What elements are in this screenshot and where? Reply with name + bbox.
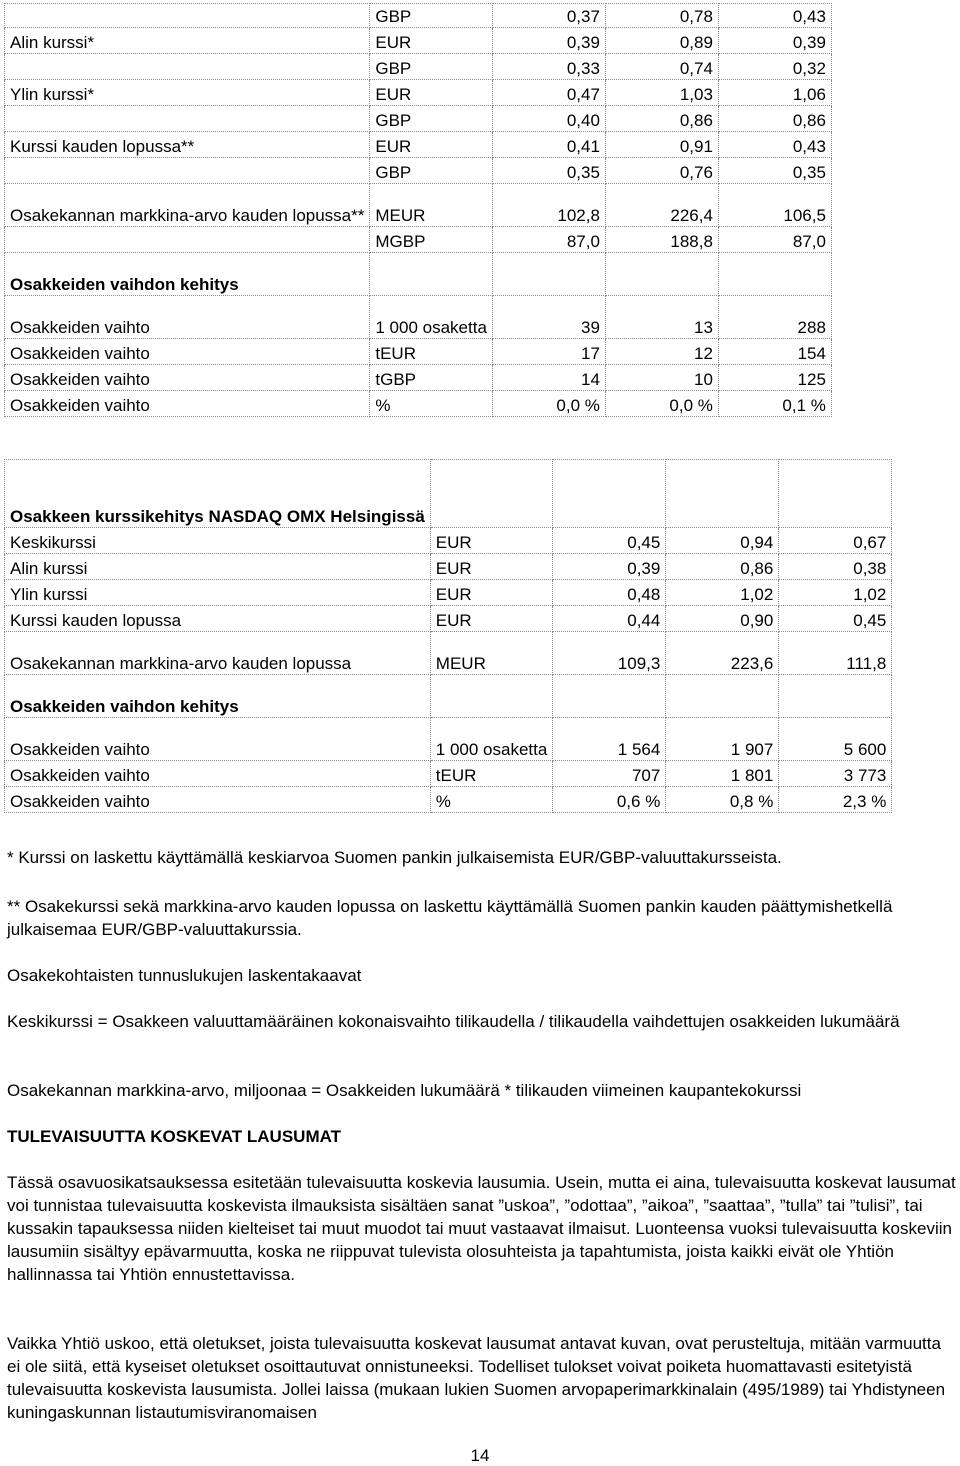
value-cell: 0,39 bbox=[718, 28, 831, 54]
value-cell: 14 bbox=[492, 365, 605, 391]
value-cell: 188,8 bbox=[605, 227, 718, 253]
row-label: Osakkeiden vaihto bbox=[5, 391, 370, 417]
row-label: Kurssi kauden lopussa** bbox=[5, 132, 370, 158]
table-row bbox=[5, 54, 832, 80]
value-cell: 288 bbox=[718, 296, 831, 339]
value-cell: 1,06 bbox=[718, 80, 831, 106]
value-cell: 0,41 bbox=[492, 132, 605, 158]
value-cell: 0,90 bbox=[666, 606, 779, 632]
table-row bbox=[5, 761, 892, 787]
value-cell: 0,35 bbox=[718, 158, 831, 184]
unit-cell: % bbox=[370, 391, 493, 417]
table-row bbox=[5, 460, 892, 528]
value-cell: 17 bbox=[492, 339, 605, 365]
row-label bbox=[5, 4, 370, 28]
unit-cell: EUR bbox=[430, 554, 553, 580]
table-row bbox=[5, 106, 832, 132]
row-label: Osakekannan markkina-arvo kauden lopussa** bbox=[5, 184, 370, 227]
table-row bbox=[5, 132, 832, 158]
value-cell: 0,6 % bbox=[553, 787, 666, 813]
formulas-title: Osakekohtaisten tunnuslukujen laskentakaavat bbox=[7, 966, 362, 985]
row-label: Osakkeiden vaihto bbox=[5, 296, 370, 339]
table-row bbox=[5, 391, 832, 417]
value-cell: 109,3 bbox=[553, 632, 666, 675]
value-cell: 0,74 bbox=[605, 54, 718, 80]
value-cell: 0,39 bbox=[492, 28, 605, 54]
table-row bbox=[5, 253, 832, 296]
value-cell bbox=[779, 675, 892, 718]
formula-market-value: Osakekannan markkina-arvo, miljoonaa = Osakkeiden lukumäärä * tilikauden viimeinen kaupantekokurssi bbox=[7, 1081, 802, 1100]
table-row bbox=[5, 606, 892, 632]
row-label: Ylin kurssi* bbox=[5, 80, 370, 106]
value-cell: 0,1 % bbox=[718, 391, 831, 417]
row-label: Osakkeiden vaihto bbox=[5, 365, 370, 391]
value-cell: 0,86 bbox=[605, 106, 718, 132]
value-cell: 0,94 bbox=[666, 528, 779, 554]
row-label: Alin kurssi bbox=[5, 554, 431, 580]
unit-cell: MGBP bbox=[370, 227, 493, 253]
value-cell: 0,0 % bbox=[605, 391, 718, 417]
table-row bbox=[5, 675, 892, 718]
value-cell: 111,8 bbox=[779, 632, 892, 675]
row-label bbox=[5, 106, 370, 132]
unit-cell: EUR bbox=[430, 580, 553, 606]
value-cell: 0,47 bbox=[492, 80, 605, 106]
row-label: Kurssi kauden lopussa bbox=[5, 606, 431, 632]
value-cell: 0,38 bbox=[779, 554, 892, 580]
value-cell: 87,0 bbox=[492, 227, 605, 253]
row-label: Alin kurssi* bbox=[5, 28, 370, 54]
section-label: Osakkeiden vaihdon kehitys bbox=[5, 675, 431, 718]
table-row bbox=[5, 718, 892, 761]
value-cell: 0,40 bbox=[492, 106, 605, 132]
value-cell: 5 600 bbox=[779, 718, 892, 761]
unit-cell bbox=[430, 675, 553, 718]
value-cell: 226,4 bbox=[605, 184, 718, 227]
section-label: Osakkeen kurssikehitys NASDAQ OMX Helsingissä bbox=[5, 460, 431, 528]
share-data-table-bottom bbox=[4, 459, 892, 813]
value-cell: 0,67 bbox=[779, 528, 892, 554]
row-label: Ylin kurssi bbox=[5, 580, 431, 606]
unit-cell: MEUR bbox=[370, 184, 493, 227]
unit-cell: GBP bbox=[370, 106, 493, 132]
value-cell: 1 564 bbox=[553, 718, 666, 761]
value-cell bbox=[553, 460, 666, 528]
unit-cell: EUR bbox=[370, 80, 493, 106]
value-cell bbox=[666, 675, 779, 718]
value-cell: 0,86 bbox=[666, 554, 779, 580]
value-cell: 0,43 bbox=[718, 4, 831, 28]
value-cell: 0,78 bbox=[605, 4, 718, 28]
value-cell: 0,39 bbox=[553, 554, 666, 580]
table-row bbox=[5, 158, 832, 184]
value-cell: 102,8 bbox=[492, 184, 605, 227]
value-cell bbox=[666, 460, 779, 528]
value-cell: 12 bbox=[605, 339, 718, 365]
footnote-1: * Kurssi on laskettu käyttämällä keskiarvoa Suomen pankin julkaisemista EUR/GBP-valuuttakursseista. bbox=[7, 848, 782, 867]
unit-cell: tEUR bbox=[370, 339, 493, 365]
value-cell bbox=[553, 675, 666, 718]
section-label: Osakkeiden vaihdon kehitys bbox=[5, 253, 370, 296]
value-cell: 3 773 bbox=[779, 761, 892, 787]
unit-cell: GBP bbox=[370, 54, 493, 80]
table-row bbox=[5, 296, 832, 339]
table-row bbox=[5, 787, 892, 813]
value-cell: 0,35 bbox=[492, 158, 605, 184]
table-row bbox=[5, 4, 832, 28]
page-number: 14 bbox=[470, 1446, 490, 1465]
unit-cell: MEUR bbox=[430, 632, 553, 675]
unit-cell: 1 000 osaketta bbox=[430, 718, 553, 761]
value-cell: 0,91 bbox=[605, 132, 718, 158]
value-cell: 0,89 bbox=[605, 28, 718, 54]
unit-cell: tGBP bbox=[370, 365, 493, 391]
value-cell: 0,37 bbox=[492, 4, 605, 28]
unit-cell bbox=[430, 460, 553, 528]
table-row bbox=[5, 365, 832, 391]
value-cell: 0,0 % bbox=[492, 391, 605, 417]
row-label: Osakkeiden vaihto bbox=[5, 761, 431, 787]
table-row bbox=[5, 227, 832, 253]
table-row bbox=[5, 554, 892, 580]
value-cell: 0,33 bbox=[492, 54, 605, 80]
section-heading: TULEVAISUUTTA KOSKEVAT LAUSUMAT bbox=[7, 1127, 341, 1146]
value-cell: 39 bbox=[492, 296, 605, 339]
value-cell: 1,03 bbox=[605, 80, 718, 106]
value-cell bbox=[718, 253, 831, 296]
formula-average-price: Keskikurssi = Osakkeen valuuttamääräinen kokonaisvaihto tilikaudella / tilikaudella vaihdettujen osakkeiden lukumäärä bbox=[7, 1012, 900, 1031]
table-row bbox=[5, 632, 892, 675]
paragraph-1: Tässä osavuosikatsauksessa esitetään tulevaisuutta koskevia lausumia. Usein, mutta ei aina, tulevaisuutta koskevat lausumat voi tunnistaa tulevaisuutta koskevista ilmauksista sisältäen sanat ”uskoa”, ”odottaa”, ”aikoa”, ”saattaa”, ”tulla” tai ”tulisi”, tai kussakin tapauksessa niiden kielteiset tai muut muodot tai muut vastaavat ilmaisut. Luonteensa vuoksi tulevaisuutta koskeviin lausumiin sisältyy epävarmuutta, koska ne riippuvat tulevista olosuhteista ja tapahtumista, joista kaikki eivät ole Yhtiön hallinnassa tai Yhtiön ennustettavissa. bbox=[7, 1173, 956, 1284]
value-cell: 10 bbox=[605, 365, 718, 391]
table-row bbox=[5, 80, 832, 106]
unit-cell: tEUR bbox=[430, 761, 553, 787]
value-cell: 1,02 bbox=[779, 580, 892, 606]
value-cell: 0,48 bbox=[553, 580, 666, 606]
table-row bbox=[5, 339, 832, 365]
unit-cell: % bbox=[430, 787, 553, 813]
row-label: Osakkeiden vaihto bbox=[5, 787, 431, 813]
unit-cell: GBP bbox=[370, 158, 493, 184]
value-cell: 0,8 % bbox=[666, 787, 779, 813]
value-cell: 0,44 bbox=[553, 606, 666, 632]
unit-cell: 1 000 osaketta bbox=[370, 296, 493, 339]
unit-cell: GBP bbox=[370, 4, 493, 28]
row-label bbox=[5, 54, 370, 80]
footnote-2: ** Osakekurssi sekä markkina-arvo kauden lopussa on laskettu käyttämällä Suomen pankin kauden päättymishetkellä julkaisemaa EUR/GBP-valuuttakurssia. bbox=[7, 897, 893, 939]
value-cell: 0,43 bbox=[718, 132, 831, 158]
table-row bbox=[5, 580, 892, 606]
value-cell bbox=[605, 253, 718, 296]
row-label: Osakkeiden vaihto bbox=[5, 718, 431, 761]
unit-cell: EUR bbox=[370, 132, 493, 158]
value-cell bbox=[492, 253, 605, 296]
value-cell: 1 801 bbox=[666, 761, 779, 787]
value-cell: 0,76 bbox=[605, 158, 718, 184]
row-label: Osakkeiden vaihto bbox=[5, 339, 370, 365]
value-cell: 2,3 % bbox=[779, 787, 892, 813]
value-cell bbox=[779, 460, 892, 528]
table-row bbox=[5, 528, 892, 554]
table-row bbox=[5, 184, 832, 227]
table-row bbox=[5, 28, 832, 54]
unit-cell: EUR bbox=[370, 28, 493, 54]
value-cell: 0,45 bbox=[553, 528, 666, 554]
value-cell: 1,02 bbox=[666, 580, 779, 606]
value-cell: 125 bbox=[718, 365, 831, 391]
value-cell: 0,45 bbox=[779, 606, 892, 632]
value-cell: 707 bbox=[553, 761, 666, 787]
value-cell: 0,32 bbox=[718, 54, 831, 80]
share-data-table-top bbox=[4, 3, 832, 417]
value-cell: 223,6 bbox=[666, 632, 779, 675]
row-label bbox=[5, 158, 370, 184]
value-cell: 13 bbox=[605, 296, 718, 339]
value-cell: 106,5 bbox=[718, 184, 831, 227]
value-cell: 1 907 bbox=[666, 718, 779, 761]
row-label: Keskikurssi bbox=[5, 528, 431, 554]
value-cell: 0,86 bbox=[718, 106, 831, 132]
value-cell: 87,0 bbox=[718, 227, 831, 253]
unit-cell: EUR bbox=[430, 606, 553, 632]
paragraph-2: Vaikka Yhtiö uskoo, että oletukset, joista tulevaisuutta koskevat lausumat antavat kuvan, ovat perusteltuja, mitään varmuutta ei ole siitä, että kyseiset oletukset osoittautuvat onnistuneeksi. Todelliset tulokset voivat poiketa huomattavasti esitetyistä tulevaisuutta koskevista lausumista. Jollei laissa (mukaan lukien Suomen arvopaperimarkkinalain (495/1989) tai Yhdistyneen kuningaskunnan listautumisviranomaisen bbox=[7, 1334, 946, 1422]
unit-cell: EUR bbox=[430, 528, 553, 554]
unit-cell bbox=[370, 253, 493, 296]
row-label bbox=[5, 227, 370, 253]
row-label: Osakekannan markkina-arvo kauden lopussa bbox=[5, 632, 431, 675]
value-cell: 154 bbox=[718, 339, 831, 365]
